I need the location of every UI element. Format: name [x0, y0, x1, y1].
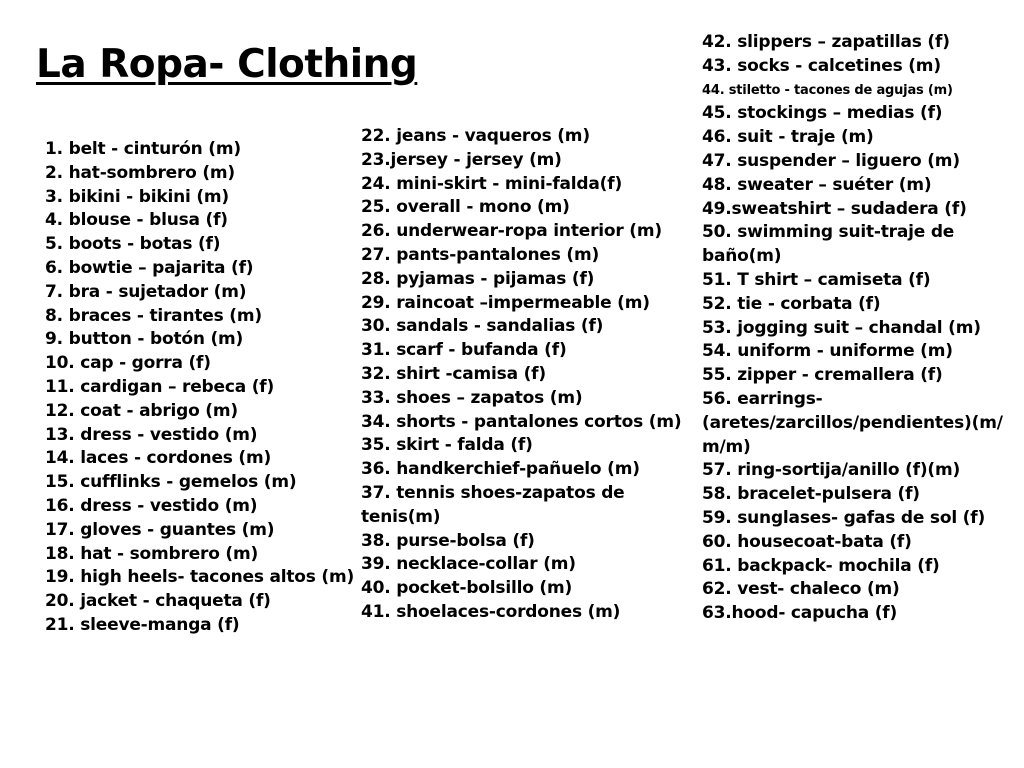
vocab-item: 25. overall - mono (m) [361, 197, 570, 218]
vocab-item: 45. stockings – medias (f) [702, 103, 943, 124]
vocab-item: 39. necklace-collar (m) [361, 554, 576, 575]
vocab-item: 42. slippers – zapatillas (f) [702, 32, 950, 52]
vocab-item: 36. handkerchief-pañuelo (m) [361, 459, 640, 480]
vocab-item: 59. sunglases- gafas de sol (f) [702, 507, 986, 528]
vocab-item: m/m) [702, 436, 751, 457]
vocab-column-3 [702, 31, 1003, 626]
vocab-item: 30. sandals - sandalias (f) [361, 316, 604, 337]
page-title: La Ropa- Clothing [36, 42, 418, 87]
vocab-item: 51. T shirt – camiseta (f) [702, 269, 931, 290]
vocab-item: 24. mini-skirt - mini-falda(f) [361, 173, 623, 194]
vocab-item: 21. sleeve-manga (f) [45, 614, 240, 635]
vocab-item: 14. laces - cordones (m) [45, 448, 272, 469]
vocab-item: 56. earrings- [702, 388, 823, 409]
vocab-item: 16. dress - vestido (m) [45, 495, 258, 516]
vocab-column-1 [45, 138, 354, 638]
vocab-item: 5. boots - botas (f) [45, 234, 221, 255]
vocab-item: 40. pocket-bolsillo (m) [361, 578, 573, 599]
vocab-item: 41. shoelaces-cordones (m) [361, 601, 621, 622]
vocab-item: 37. tennis shoes-zapatos de [361, 482, 625, 503]
vocab-item: 53. jogging suit – chandal (m) [702, 317, 981, 338]
vocab-item: 43. socks - calcetines (m) [702, 55, 941, 76]
vocab-item: (aretes/zarcillos/pendientes)(m/ [702, 412, 1003, 433]
vocab-item: 10. cap - gorra (f) [45, 353, 211, 374]
vocab-item: 47. suspender – liguero (m) [702, 150, 960, 171]
vocab-item: 26. underwear-ropa interior (m) [361, 221, 662, 242]
vocab-item: 63.hood- capucha (f) [702, 603, 898, 624]
vocab-item: 4. blouse - blusa (f) [45, 210, 228, 231]
vocab-item: 46. suit - traje (m) [702, 127, 874, 148]
vocab-item: 15. cufflinks - gemelos (m) [45, 472, 297, 493]
vocab-item: 22. jeans - vaqueros (m) [361, 126, 590, 146]
vocab-item: 60. housecoat-bata (f) [702, 531, 912, 552]
vocab-item: 20. jacket - chaqueta (f) [45, 591, 271, 612]
vocab-column-2 [361, 125, 681, 625]
vocab-item: 29. raincoat –impermeable (m) [361, 292, 650, 313]
vocab-item: 38. purse-bolsa (f) [361, 530, 535, 551]
vocab-item: 62. vest- chaleco (m) [702, 579, 900, 600]
vocab-item: 19. high heels- tacones altos (m) [45, 567, 355, 588]
vocab-item: 32. shirt -camisa (f) [361, 363, 546, 384]
vocab-item: 52. tie - corbata (f) [702, 293, 881, 314]
vocab-item: 48. sweater – suéter (m) [702, 174, 932, 195]
vocab-item: 23.jersey - jersey (m) [361, 149, 562, 170]
vocab-item: 55. zipper - cremallera (f) [702, 365, 943, 386]
vocab-item: 34. shorts - pantalones cortos (m) [361, 411, 682, 432]
vocab-item: 6. bowtie – pajarita (f) [45, 257, 254, 278]
vocab-item: 18. hat - sombrero (m) [45, 543, 259, 564]
vocab-item: 9. button - botón (m) [45, 329, 244, 350]
vocab-item: 28. pyjamas - pijamas (f) [361, 268, 595, 289]
vocab-item: 61. backpack- mochila (f) [702, 555, 940, 576]
vocab-item: 33. shoes – zapatos (m) [361, 387, 583, 408]
vocab-item: 2. hat-sombrero (m) [45, 162, 235, 183]
vocab-item: 50. swimming suit-traje de [702, 222, 955, 243]
vocab-item: 7. bra - sujetador (m) [45, 281, 247, 302]
vocab-item: 57. ring-sortija/anillo (f)(m) [702, 460, 961, 481]
vocab-item: 13. dress - vestido (m) [45, 424, 258, 445]
vocab-item: 58. bracelet-pulsera (f) [702, 484, 920, 505]
vocab-item: 8. braces - tirantes (m) [45, 305, 262, 326]
vocab-item: 27. pants-pantalones (m) [361, 244, 600, 265]
vocab-item: 17. gloves - guantes (m) [45, 519, 275, 540]
vocab-item: 12. coat - abrigo (m) [45, 400, 238, 421]
vocab-item: baño(m) [702, 246, 782, 267]
vocab-item: 54. uniform - uniforme (m) [702, 341, 953, 362]
vocab-item: 31. scarf - bufanda (f) [361, 340, 567, 361]
vocab-item: 3. bikini - bikini (m) [45, 186, 229, 207]
vocab-item: 11. cardigan – rebeca (f) [45, 376, 275, 397]
vocab-item: 49.sweatshirt – sudadera (f) [702, 198, 967, 219]
vocab-item: 44. stiletto - tacones de agujas (m) [702, 82, 953, 98]
vocab-item: tenis(m) [361, 506, 441, 527]
vocab-item: 1. belt - cinturón (m) [45, 139, 241, 159]
vocab-item: 35. skirt - falda (f) [361, 435, 533, 456]
